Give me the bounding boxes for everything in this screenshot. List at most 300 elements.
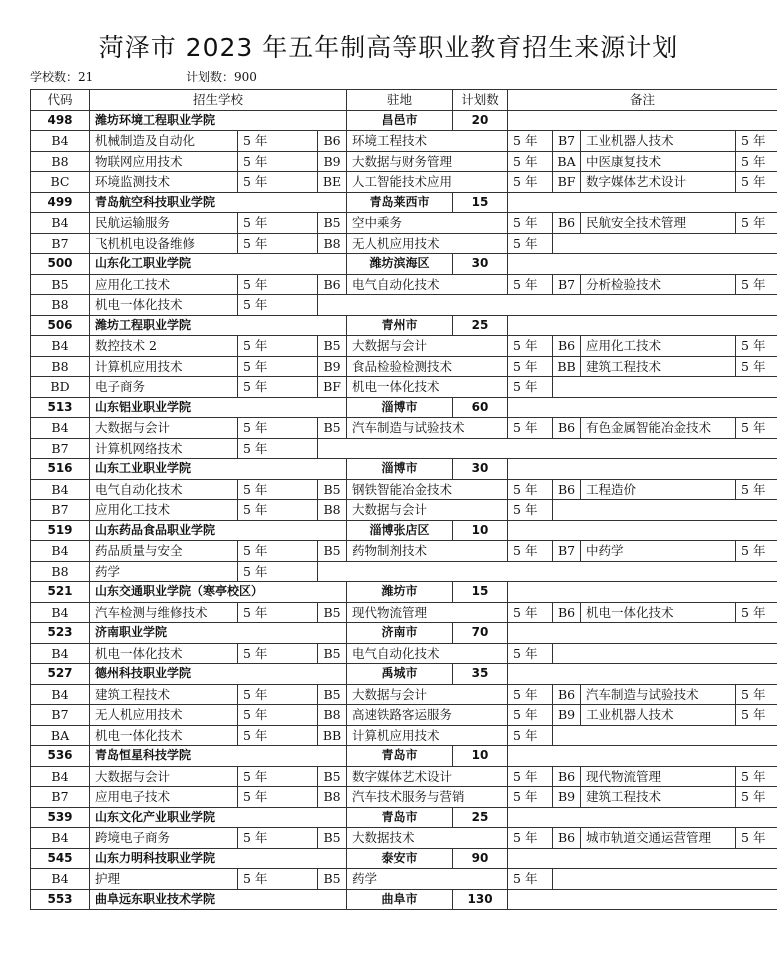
- major-row: [31, 233, 777, 254]
- enrollment-plan-table: [30, 89, 777, 910]
- empty-cell: [553, 500, 777, 521]
- school-row: [31, 315, 777, 336]
- major-name: 物联网应用技术: [90, 151, 238, 172]
- major-duration: 5 年: [238, 151, 318, 172]
- major-name: 环境监测技术: [90, 172, 238, 193]
- school-row: [31, 459, 777, 480]
- major-name: 工业机器人技术: [581, 705, 736, 726]
- major-name: 汽车制造与试验技术: [581, 684, 736, 705]
- major-code: B5: [318, 213, 347, 234]
- major-row: [31, 705, 777, 726]
- major-row: [31, 725, 777, 746]
- major-duration: 5 年: [508, 602, 553, 623]
- empty-cell: [318, 561, 777, 582]
- school-name: 山东工业职业学院: [90, 459, 347, 480]
- major-code: B9: [318, 151, 347, 172]
- major-code: B5: [31, 274, 90, 295]
- school-notes-cell: [508, 623, 777, 644]
- school-plan: 10: [453, 520, 508, 541]
- major-duration: 5 年: [508, 787, 553, 808]
- major-code: B6: [553, 418, 581, 439]
- major-duration: 5 年: [736, 274, 777, 295]
- header-school: 招生学校: [90, 90, 347, 111]
- school-location: 淄博市: [347, 397, 453, 418]
- school-code: 506: [31, 315, 90, 336]
- major-name: 工程造价: [581, 479, 736, 500]
- school-name: 山东铝业职业学院: [90, 397, 347, 418]
- school-notes-cell: [508, 746, 777, 767]
- major-duration: 5 年: [238, 356, 318, 377]
- school-row: [31, 848, 777, 869]
- major-code: B4: [31, 541, 90, 562]
- major-duration: 5 年: [238, 541, 318, 562]
- major-row: [31, 151, 777, 172]
- major-name: 中医康复技术: [581, 151, 736, 172]
- major-name: 民航运输服务: [90, 213, 238, 234]
- major-name: 大数据技术: [347, 828, 508, 849]
- major-code: BE: [318, 172, 347, 193]
- major-code: B6: [318, 274, 347, 295]
- school-plan: 60: [453, 397, 508, 418]
- major-duration: 5 年: [238, 684, 318, 705]
- school-code: 523: [31, 623, 90, 644]
- major-code: B4: [31, 213, 90, 234]
- major-duration: 5 年: [736, 479, 777, 500]
- major-name: 数控技术 2: [90, 336, 238, 357]
- major-row: [31, 828, 777, 849]
- major-code: B8: [318, 705, 347, 726]
- major-name: 电子商务: [90, 377, 238, 398]
- major-code: B7: [31, 233, 90, 254]
- major-duration: 5 年: [508, 274, 553, 295]
- school-count: 学校数：21: [30, 70, 94, 84]
- school-name: 山东药品食品职业学院: [90, 520, 347, 541]
- school-location: 青岛市: [347, 807, 453, 828]
- major-name: 大数据与会计: [347, 500, 508, 521]
- major-duration: 5 年: [508, 131, 553, 152]
- major-name: 分析检验技术: [581, 274, 736, 295]
- school-notes-cell: [508, 664, 777, 685]
- school-location: 青岛莱西市: [347, 192, 453, 213]
- major-row: [31, 172, 777, 193]
- school-plan: 90: [453, 848, 508, 869]
- major-duration: 5 年: [736, 356, 777, 377]
- school-code: 519: [31, 520, 90, 541]
- major-code: BF: [318, 377, 347, 398]
- major-duration: 5 年: [508, 479, 553, 500]
- major-name: 建筑工程技术: [581, 787, 736, 808]
- major-code: B6: [553, 479, 581, 500]
- header-notes: 备注: [508, 90, 777, 111]
- school-plan: 20: [453, 110, 508, 131]
- major-code: B6: [553, 828, 581, 849]
- major-code: B5: [318, 766, 347, 787]
- major-code: B5: [318, 643, 347, 664]
- school-notes-cell: [508, 582, 777, 603]
- major-code: B4: [31, 766, 90, 787]
- school-plan: 25: [453, 807, 508, 828]
- major-code: B7: [553, 274, 581, 295]
- major-name: 药品质量与安全: [90, 541, 238, 562]
- major-name: 跨境电子商务: [90, 828, 238, 849]
- major-row: [31, 438, 777, 459]
- major-duration: 5 年: [238, 418, 318, 439]
- major-code: B4: [31, 828, 90, 849]
- school-location: 青州市: [347, 315, 453, 336]
- empty-cell: [553, 869, 777, 890]
- major-code: B7: [553, 131, 581, 152]
- major-code: BF: [553, 172, 581, 193]
- major-duration: 5 年: [238, 500, 318, 521]
- major-name: 中药学: [581, 541, 736, 562]
- major-name: 计算机应用技术: [90, 356, 238, 377]
- school-notes-cell: [508, 807, 777, 828]
- major-duration: 5 年: [238, 336, 318, 357]
- school-row: [31, 807, 777, 828]
- major-duration: 5 年: [508, 377, 553, 398]
- major-name: 计算机应用技术: [347, 725, 508, 746]
- major-duration: 5 年: [238, 602, 318, 623]
- school-code: 527: [31, 664, 90, 685]
- major-duration: 5 年: [508, 356, 553, 377]
- major-duration: 5 年: [508, 643, 553, 664]
- school-row: [31, 623, 777, 644]
- major-name: 药学: [347, 869, 508, 890]
- school-code: 516: [31, 459, 90, 480]
- major-code: B8: [31, 356, 90, 377]
- major-name: 空中乘务: [347, 213, 508, 234]
- major-duration: 5 年: [238, 828, 318, 849]
- major-code: B7: [31, 705, 90, 726]
- school-location: 潍坊滨海区: [347, 254, 453, 275]
- major-name: 城市轨道交通运营管理: [581, 828, 736, 849]
- empty-cell: [553, 377, 777, 398]
- major-code: B4: [31, 131, 90, 152]
- major-duration: 5 年: [736, 336, 777, 357]
- major-code: B5: [318, 828, 347, 849]
- major-name: 应用化工技术: [90, 500, 238, 521]
- major-duration: 5 年: [238, 705, 318, 726]
- school-plan: 130: [453, 889, 508, 910]
- major-duration: 5 年: [238, 274, 318, 295]
- major-name: 建筑工程技术: [90, 684, 238, 705]
- major-duration: 5 年: [508, 213, 553, 234]
- school-name: 青岛恒星科技学院: [90, 746, 347, 767]
- major-row: [31, 295, 777, 316]
- school-code: 513: [31, 397, 90, 418]
- school-code: 545: [31, 848, 90, 869]
- header-plan: 计划数: [453, 90, 508, 111]
- school-code: 498: [31, 110, 90, 131]
- major-row: [31, 643, 777, 664]
- major-duration: 5 年: [736, 131, 777, 152]
- major-code: B6: [553, 684, 581, 705]
- major-code: BA: [31, 725, 90, 746]
- major-duration: 5 年: [238, 131, 318, 152]
- school-code: 553: [31, 889, 90, 910]
- school-notes-cell: [508, 110, 777, 131]
- school-code: 499: [31, 192, 90, 213]
- major-code: B6: [553, 336, 581, 357]
- major-code: B7: [553, 541, 581, 562]
- major-row: [31, 336, 777, 357]
- major-code: B8: [31, 295, 90, 316]
- major-code: B7: [31, 500, 90, 521]
- school-notes-cell: [508, 254, 777, 275]
- empty-cell: [318, 295, 777, 316]
- major-name: 药学: [90, 561, 238, 582]
- major-code: B9: [318, 356, 347, 377]
- major-code: B8: [31, 561, 90, 582]
- school-location: 淄博张店区: [347, 520, 453, 541]
- major-row: [31, 766, 777, 787]
- major-name: 食品检验检测技术: [347, 356, 508, 377]
- major-name: 大数据与会计: [347, 336, 508, 357]
- major-name: 数字媒体艺术设计: [347, 766, 508, 787]
- school-location: 潍坊市: [347, 582, 453, 603]
- school-plan: 15: [453, 192, 508, 213]
- major-name: 汽车制造与试验技术: [347, 418, 508, 439]
- major-name: 机电一体化技术: [90, 725, 238, 746]
- school-name: 山东文化产业职业学院: [90, 807, 347, 828]
- major-name: 电气自动化技术: [90, 479, 238, 500]
- major-row: [31, 869, 777, 890]
- major-duration: 5 年: [736, 787, 777, 808]
- major-row: [31, 274, 777, 295]
- major-duration: 5 年: [736, 151, 777, 172]
- school-notes-cell: [508, 459, 777, 480]
- school-code: 536: [31, 746, 90, 767]
- school-plan: 30: [453, 254, 508, 275]
- major-name: 工业机器人技术: [581, 131, 736, 152]
- school-location: 昌邑市: [347, 110, 453, 131]
- school-plan: 25: [453, 315, 508, 336]
- major-duration: 5 年: [508, 766, 553, 787]
- major-name: 人工智能技术应用: [347, 172, 508, 193]
- school-plan: 35: [453, 664, 508, 685]
- major-code: B9: [553, 787, 581, 808]
- major-duration: 5 年: [508, 684, 553, 705]
- school-row: [31, 254, 777, 275]
- major-duration: 5 年: [508, 725, 553, 746]
- school-notes-cell: [508, 520, 777, 541]
- major-code: BB: [553, 356, 581, 377]
- major-duration: 5 年: [736, 602, 777, 623]
- major-code: B5: [318, 684, 347, 705]
- major-name: 现代物流管理: [581, 766, 736, 787]
- major-code: B8: [31, 151, 90, 172]
- major-duration: 5 年: [736, 172, 777, 193]
- school-notes-cell: [508, 889, 777, 910]
- school-name: 潍坊环境工程职业学院: [90, 110, 347, 131]
- major-duration: 5 年: [508, 541, 553, 562]
- school-row: [31, 664, 777, 685]
- major-name: 电气自动化技术: [347, 274, 508, 295]
- major-name: 大数据与会计: [347, 684, 508, 705]
- major-code: B4: [31, 602, 90, 623]
- major-duration: 5 年: [508, 336, 553, 357]
- major-name: 应用电子技术: [90, 787, 238, 808]
- major-row: [31, 356, 777, 377]
- major-duration: 5 年: [508, 828, 553, 849]
- major-name: 机电一体化技术: [581, 602, 736, 623]
- major-duration: 5 年: [736, 705, 777, 726]
- major-code: B6: [553, 602, 581, 623]
- major-code: B5: [318, 418, 347, 439]
- school-name: 潍坊工程职业学院: [90, 315, 347, 336]
- school-plan: 15: [453, 582, 508, 603]
- empty-cell: [553, 643, 777, 664]
- major-duration: 5 年: [736, 418, 777, 439]
- major-duration: 5 年: [736, 541, 777, 562]
- major-code: B5: [318, 479, 347, 500]
- major-name: 高速铁路客运服务: [347, 705, 508, 726]
- major-name: 应用化工技术: [90, 274, 238, 295]
- major-duration: 5 年: [238, 213, 318, 234]
- school-plan: 30: [453, 459, 508, 480]
- major-code: B8: [318, 500, 347, 521]
- school-notes-cell: [508, 848, 777, 869]
- major-duration: 5 年: [508, 172, 553, 193]
- school-row: [31, 192, 777, 213]
- school-name: 曲阜远东职业技术学院: [90, 889, 347, 910]
- school-name: 青岛航空科技职业学院: [90, 192, 347, 213]
- school-notes-cell: [508, 315, 777, 336]
- major-row: [31, 602, 777, 623]
- major-name: 大数据与会计: [90, 418, 238, 439]
- major-duration: 5 年: [238, 233, 318, 254]
- major-name: 机械制造及自动化: [90, 131, 238, 152]
- school-name: 德州科技职业学院: [90, 664, 347, 685]
- major-code: BA: [553, 151, 581, 172]
- major-row: [31, 684, 777, 705]
- major-code: BB: [318, 725, 347, 746]
- major-duration: 5 年: [238, 725, 318, 746]
- major-row: [31, 500, 777, 521]
- major-duration: 5 年: [736, 684, 777, 705]
- major-code: BC: [31, 172, 90, 193]
- major-duration: 5 年: [238, 172, 318, 193]
- major-name: 有色金属智能冶金技术: [581, 418, 736, 439]
- major-name: 药物制剂技术: [347, 541, 508, 562]
- major-code: B7: [31, 787, 90, 808]
- header-row: [31, 90, 777, 111]
- major-code: B4: [31, 643, 90, 664]
- major-duration: 5 年: [238, 869, 318, 890]
- empty-cell: [553, 725, 777, 746]
- major-row: [31, 787, 777, 808]
- school-row: [31, 397, 777, 418]
- school-notes-cell: [508, 192, 777, 213]
- major-code: B6: [553, 766, 581, 787]
- major-name: 民航安全技术管理: [581, 213, 736, 234]
- major-code: B8: [318, 233, 347, 254]
- school-plan: 10: [453, 746, 508, 767]
- major-name: 大数据与会计: [90, 766, 238, 787]
- school-code: 521: [31, 582, 90, 603]
- empty-cell: [318, 438, 777, 459]
- major-duration: 5 年: [508, 705, 553, 726]
- major-code: B4: [31, 418, 90, 439]
- major-code: BD: [31, 377, 90, 398]
- header-location: 驻地: [347, 90, 453, 111]
- major-duration: 5 年: [736, 828, 777, 849]
- major-duration: 5 年: [238, 643, 318, 664]
- major-code: B5: [318, 602, 347, 623]
- major-name: 环境工程技术: [347, 131, 508, 152]
- school-location: 曲阜市: [347, 889, 453, 910]
- school-location: 禹城市: [347, 664, 453, 685]
- major-name: 数字媒体艺术设计: [581, 172, 736, 193]
- major-name: 无人机应用技术: [90, 705, 238, 726]
- major-row: [31, 561, 777, 582]
- major-name: 建筑工程技术: [581, 356, 736, 377]
- empty-cell: [553, 233, 777, 254]
- major-duration: 5 年: [508, 418, 553, 439]
- major-name: 飞机机电设备维修: [90, 233, 238, 254]
- major-name: 机电一体化技术: [347, 377, 508, 398]
- major-code: B5: [318, 336, 347, 357]
- major-duration: 5 年: [508, 233, 553, 254]
- major-name: 计算机网络技术: [90, 438, 238, 459]
- major-duration: 5 年: [238, 479, 318, 500]
- major-name: 应用化工技术: [581, 336, 736, 357]
- major-code: B7: [31, 438, 90, 459]
- page-title: 菏泽市 2023 年五年制高等职业教育招生来源计划: [98, 33, 679, 62]
- school-code: 539: [31, 807, 90, 828]
- major-name: 电气自动化技术: [347, 643, 508, 664]
- school-name: 山东交通职业学院（寒亭校区）: [90, 582, 347, 603]
- school-code: 500: [31, 254, 90, 275]
- major-code: B5: [318, 541, 347, 562]
- school-row: [31, 520, 777, 541]
- major-code: B9: [553, 705, 581, 726]
- school-name: 济南职业学院: [90, 623, 347, 644]
- major-duration: 5 年: [238, 766, 318, 787]
- major-duration: 5 年: [736, 766, 777, 787]
- school-plan: 70: [453, 623, 508, 644]
- major-duration: 5 年: [736, 213, 777, 234]
- major-name: 机电一体化技术: [90, 643, 238, 664]
- school-name: 山东化工职业学院: [90, 254, 347, 275]
- school-row: [31, 110, 777, 131]
- major-code: B5: [318, 869, 347, 890]
- major-duration: 5 年: [238, 295, 318, 316]
- major-code: B4: [31, 336, 90, 357]
- major-name: 无人机应用技术: [347, 233, 508, 254]
- major-row: [31, 541, 777, 562]
- school-row: [31, 889, 777, 910]
- major-duration: 5 年: [238, 438, 318, 459]
- major-duration: 5 年: [508, 151, 553, 172]
- major-duration: 5 年: [508, 869, 553, 890]
- major-code: B4: [31, 479, 90, 500]
- major-code: B6: [553, 213, 581, 234]
- school-location: 济南市: [347, 623, 453, 644]
- major-code: B4: [31, 869, 90, 890]
- school-location: 青岛市: [347, 746, 453, 767]
- major-name: 机电一体化技术: [90, 295, 238, 316]
- school-location: 泰安市: [347, 848, 453, 869]
- major-row: [31, 418, 777, 439]
- major-code: B4: [31, 684, 90, 705]
- major-name: 现代物流管理: [347, 602, 508, 623]
- school-name: 山东力明科技职业学院: [90, 848, 347, 869]
- major-duration: 5 年: [238, 561, 318, 582]
- school-row: [31, 582, 777, 603]
- major-code: B8: [318, 787, 347, 808]
- major-duration: 5 年: [238, 377, 318, 398]
